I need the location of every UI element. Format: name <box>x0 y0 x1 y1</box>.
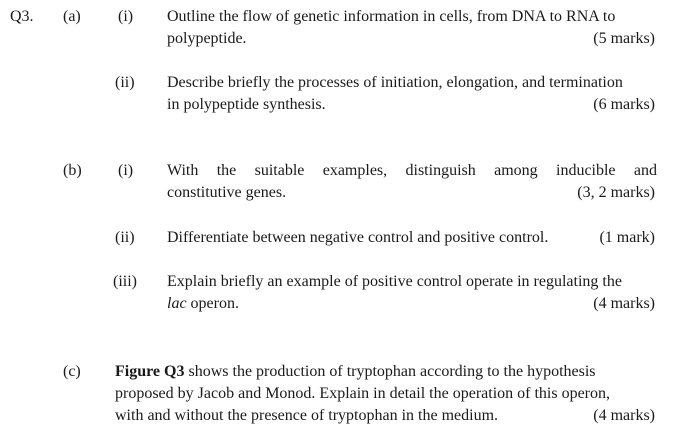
part-a-label: (a) <box>63 8 81 25</box>
line-rest: shows the production of tryptophan according to the hypothesis <box>184 363 596 380</box>
subpart-label: (i) <box>118 8 134 25</box>
marks-label: (5 marks) <box>593 30 655 47</box>
marks-label: (3, 2 marks) <box>577 184 655 201</box>
marks-label: (1 mark) <box>599 229 655 246</box>
figure-reference: Figure Q3 <box>115 363 185 380</box>
lac-italic-word: lac <box>167 295 187 312</box>
question-text-line: Outline the flow of genetic information in cells, from DNA to RNA to <box>167 8 616 25</box>
part-b-label: (b) <box>63 162 82 179</box>
question-text-line: constitutive genes. <box>167 184 287 201</box>
part-c-label: (c) <box>63 363 81 380</box>
line-rest: operon. <box>190 295 239 312</box>
question-text-line: polypeptide. <box>167 30 247 47</box>
marks-label: (4 marks) <box>593 407 655 424</box>
subpart-label: (ii) <box>115 229 135 246</box>
question-text-line: With the suitable examples, distinguish among inducible and <box>167 162 657 179</box>
marks-label: (4 marks) <box>593 295 655 312</box>
marks-label: (6 marks) <box>593 96 655 113</box>
question-text-line: proposed by Jacob and Monod. Explain in detail the operation of this operon, <box>115 385 611 402</box>
question-text-line: Describe briefly the processes of initiation, elongation, and termination <box>167 74 623 91</box>
question-text-line <box>167 293 239 315</box>
question-text-line <box>115 361 596 383</box>
question-text-line: Differentiate between negative control and positive control. <box>167 229 549 246</box>
subpart-label: (i) <box>118 162 134 179</box>
subpart-label: (ii) <box>115 74 135 91</box>
question-text-line: Explain briefly an example of positive control operate in regulating the <box>167 273 622 290</box>
subpart-label: (iii) <box>113 273 137 290</box>
question-text-line: with and without the presence of tryptophan in the medium. <box>115 407 499 424</box>
question-text-line: in polypeptide synthesis. <box>167 96 326 113</box>
question-number: Q3. <box>10 8 34 25</box>
